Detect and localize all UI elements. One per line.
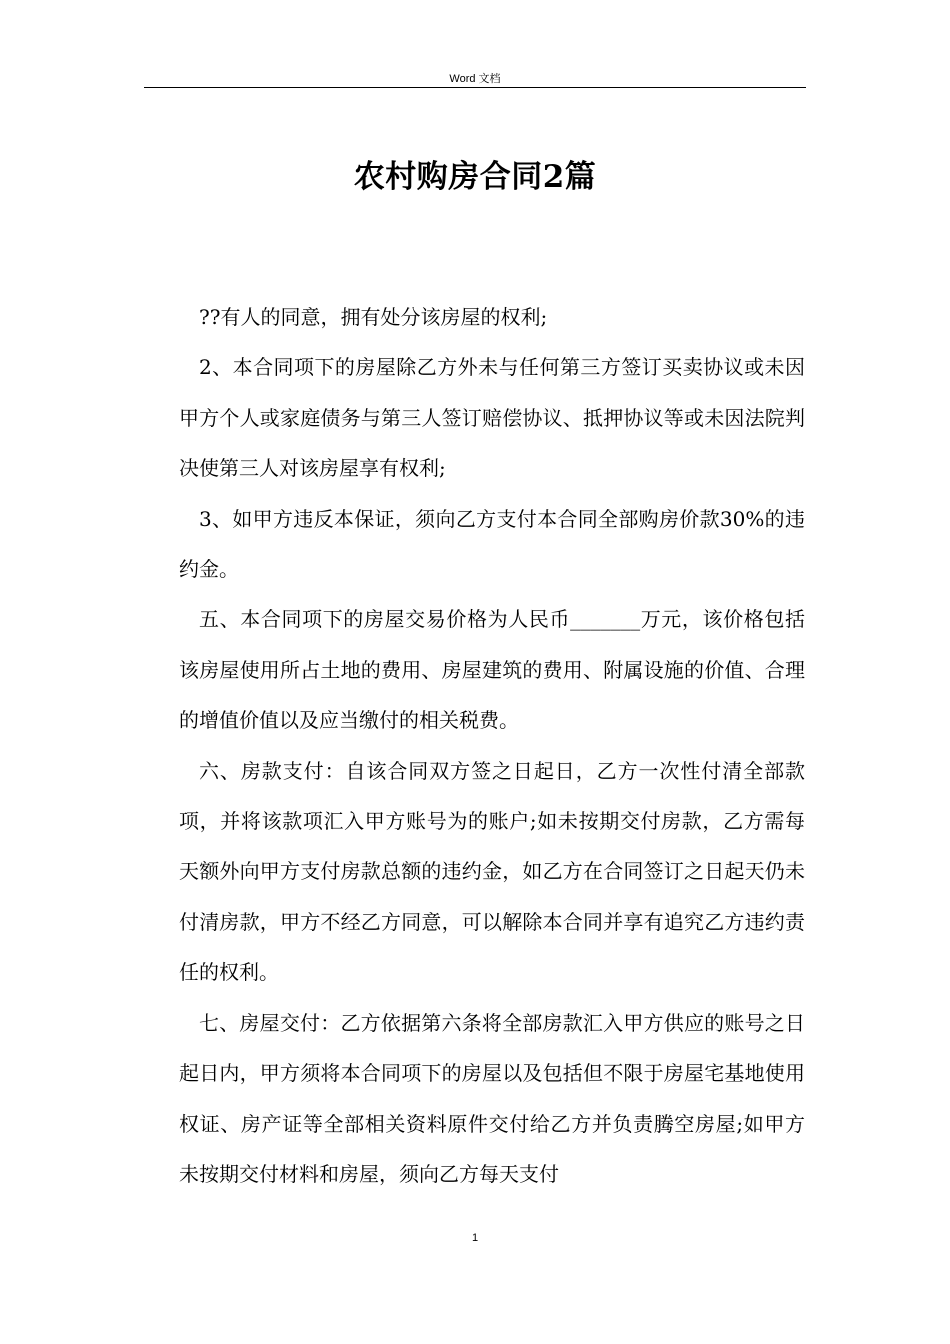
paragraph-section-6-payment: 六、房款支付：自该合同双方签之日起日，乙方一次性付清全部款项，并将该款项汇入甲方账号为的账户;如未按期交付房款，乙方需每天额外向甲方支付房款总额的违约金，如乙方在合同签订之日起天仍未付清房款，甲方不经乙方同意，可以解除本合同并享有追究乙方违约责任的权利。	[179, 758, 805, 985]
header-divider	[144, 87, 806, 88]
page-header: Word 文档	[449, 73, 501, 85]
document-title: 农村购房合同2篇	[353, 159, 597, 195]
paragraph-ownership-consent: ??有人的同意，拥有处分该房屋的权利;	[199, 305, 548, 329]
paragraph-clause-2: 2、本合同项下的房屋除乙方外未与任何第三方签订买卖协议或未因甲方个人或家庭债务与第三人签订赔偿协议、抵押协议等或未因法院判决使第三人对该房屋享有权利;	[179, 355, 805, 481]
paragraph-clause-3: 3、如甲方违反本保证，须向乙方支付本合同全部购房价款30%的违约金。	[179, 506, 805, 582]
paragraph-section-5-price: 五、本合同项下的房屋交易价格为人民币_______万元，该价格包括该房屋使用所占土地的费用、房屋建筑的费用、附属设施的价值、合理的增值价值以及应当缴付的相关税费。	[179, 607, 805, 733]
document-body	[179, 292, 805, 1199]
paragraph-section-7-delivery: 七、房屋交付：乙方依据第六条将全部房款汇入甲方供应的账号之日起日内，甲方须将本合同项下的房屋以及包括但不限于房屋宅基地使用权证、房产证等全部相关资料原件交付给乙方并负责腾空房屋;如甲方未按期交付材料和房屋，须向乙方每天支付	[179, 1010, 805, 1186]
page-number: 1	[471, 1232, 479, 1244]
